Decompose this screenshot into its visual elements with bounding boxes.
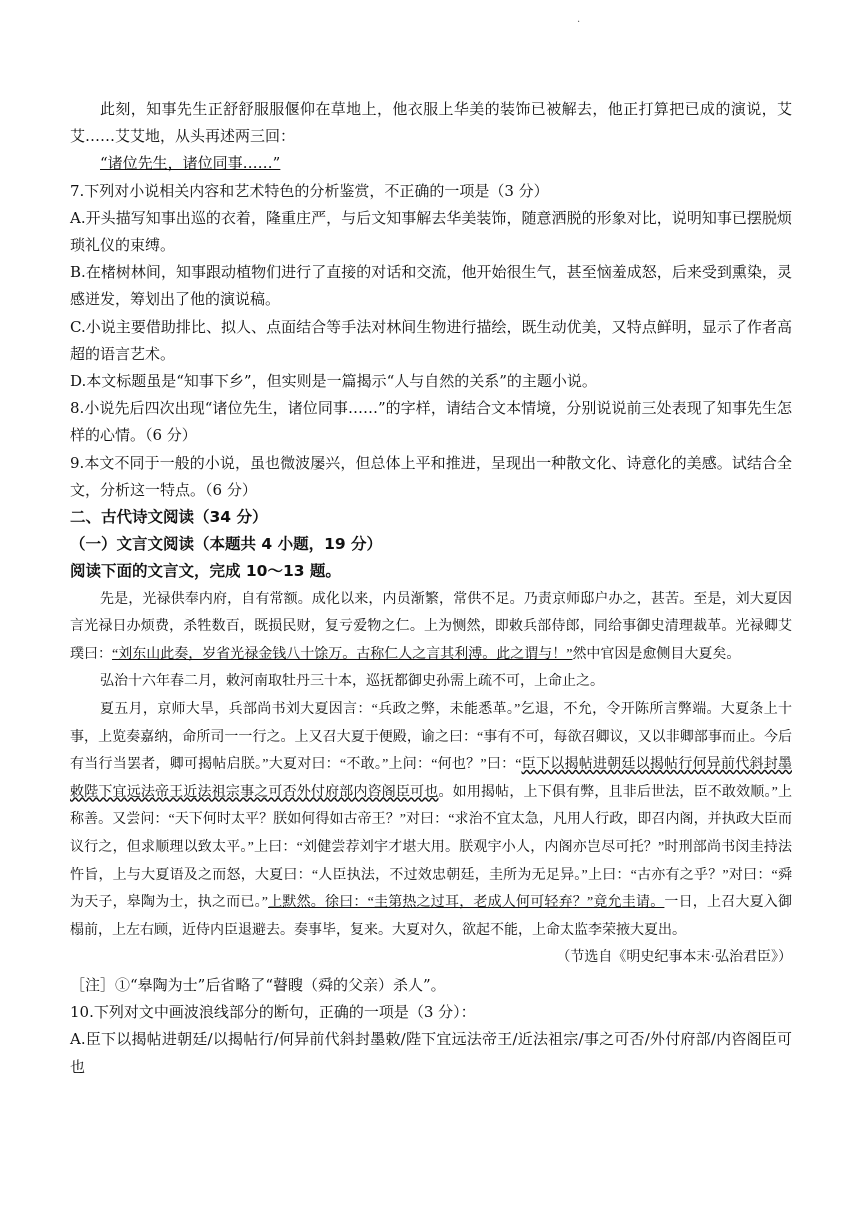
- question-7-option-c: C.小说主要借助排比、拟人、点面结合等手法对林间生物进行描绘，既生动优美，又特点鲜明，显示了作者高超的语言艺术。: [70, 317, 792, 363]
- question-10-option-a: A.臣下以揭帖进朝廷/以揭帖行/何异前代斜封墨敕/陛下宜远法帝王/近法祖宗/事之可否/外付府部/内咨阁臣可也: [70, 1030, 792, 1076]
- question-10: 10.下列对文中画波浪线部分的断句，正确的一项是（3 分）：: [70, 1003, 476, 1022]
- subsection-heading: （一）文言文阅读（本题共 4 小题，19 分）: [70, 535, 383, 554]
- classical-p1-underlined: “刘东山此奏，岁省光禄金钱八十馀万。古称仁人之言其利溥。此之谓与！”: [112, 646, 573, 662]
- story-quote-text: “诸位先生，诸位同事……”: [100, 154, 281, 173]
- classical-p3-wavy-underlined: 臣下以揭帖进朝廷以揭帖行何异前代斜封墨敕陛下宜远法帝王近法祖宗事之可否外付府部内咨阁臣可也: [70, 757, 792, 800]
- header-mark: .: [577, 14, 581, 25]
- classical-paragraph-1: [70, 586, 792, 669]
- classical-p3-text-a: 夏五月，京师大旱，兵部尚书刘大夏因言：“兵政之弊，未能悉革。”乞退，不允，令开陈所言弊端。大夏条上十事，上览奏嘉纳，命所司一一行之。上又召大夏于便殿，谕之曰：“事有不可，每欲召卿议，又以非卿部事而止。今后有当行当罢者，卿可揭帖启朕。”大夏对曰：“不敢。”上问：“何也？”曰：“: [70, 702, 792, 773]
- reading-instruction: 阅读下面的文言文，完成 10～13 题。: [70, 562, 341, 581]
- question-8: 8.小说先后四次出现“诸位先生，诸位同事……”的字样，请结合文本情境，分别说说前三处表现了知事先生怎样的心情。（6 分）: [70, 399, 792, 445]
- section-heading: 二、古代诗文阅读（34 分）: [70, 508, 268, 527]
- classical-p3-text-b: 。如用揭帖，上下俱有弊，且非后世法，臣不敢效顺。”上称善。又尝问：“天下何时太平？朕如何得如古帝王？”对曰：“求治不宜太急，凡用人行政，即召内阁，并执政大臣而议行之，但求顺理以致太平。”上曰：“刘健尝荐刘宇才堪大用。朕观宇小人，内阁亦岂尽可托？”时刑部尚书闵圭持法忤旨，上与大夏语及之而怒，大夏曰：“人臣执法，不过效忠朝廷，圭所为无足异。”上曰：“古亦有之乎？”对曰：“舜为天子，皋陶为士，执之而已。”: [70, 784, 793, 911]
- classical-paragraph-2: 弘治十六年春二月，敕河南取牡丹三十本，巡抚都御史孙需上疏不可，上命止之。: [100, 674, 604, 690]
- story-quote: [70, 150, 792, 177]
- footnote: ［注］①“皋陶为士”后省略了“瞽瞍（舜的父亲）杀人”。: [70, 975, 446, 994]
- question-7-option-d: D.本文标题虽是“知事下乡”，但实则是一篇揭示“人与自然的关系”的主题小说。: [70, 372, 597, 391]
- question-7-option-b: B.在楮树林间，知事跟动植物们进行了直接的对话和交流，他开始很生气，甚至恼羞成怒，后来受到熏染，灵感迸发，筹划出了他的演说稿。: [70, 263, 792, 309]
- classical-p1-text-b: 然中官因是愈侧目大夏矣。: [572, 646, 741, 662]
- classical-p3-underlined: 上默然。徐曰：“圭第热之过耳，老成人何可轻弃？”竟允圭请。: [268, 895, 665, 911]
- classical-paragraph-3: [70, 696, 792, 944]
- story-paragraph: 此刻，知事先生正舒舒服服偃仰在草地上，他衣服上华美的装饰已被解去，他正打算把已成的演说，艾艾……艾艾地，从头再述两三回：: [70, 100, 792, 146]
- page-content: [70, 96, 792, 1081]
- classical-p1-text-a: 先是，光禄供奉内府，自有常额。成化以来，内员渐繁，常供不足。乃责京师邸户办之，甚苦。至是，刘大夏因言光禄日办烦费，杀牲数百，既损民财，复亏爱物之仁。上为恻然，即敕兵部侍郎，同给事御史清理裁革。光禄卿艾璞曰：: [70, 591, 792, 662]
- source-citation: （节选自《明史纪事本末·弘治君臣》）: [556, 950, 792, 966]
- question-7: 7.下列对小说相关内容和艺术特色的分析鉴赏，不正确的一项是（3 分）: [70, 181, 549, 200]
- question-7-option-a: A.开头描写知事出巡的衣着，隆重庄严，与后文知事解去华美装饰，随意洒脱的形象对比，说明知事已摆脱烦琐礼仪的束缚。: [70, 208, 792, 255]
- question-9: 9.本文不同于一般的小说，虽也微波屡兴，但总体上平和推进，呈现出一种散文化、诗意化的美感。试结合全文，分析这一特点。（6 分）: [70, 453, 792, 499]
- classical-p3-text-c: 一日，上召大夏入御榻前，上左右顾，近侍内臣退避去。奏事毕，复来。大夏对久，欲起不能，上命太监李荣掖大夏出。: [70, 895, 792, 938]
